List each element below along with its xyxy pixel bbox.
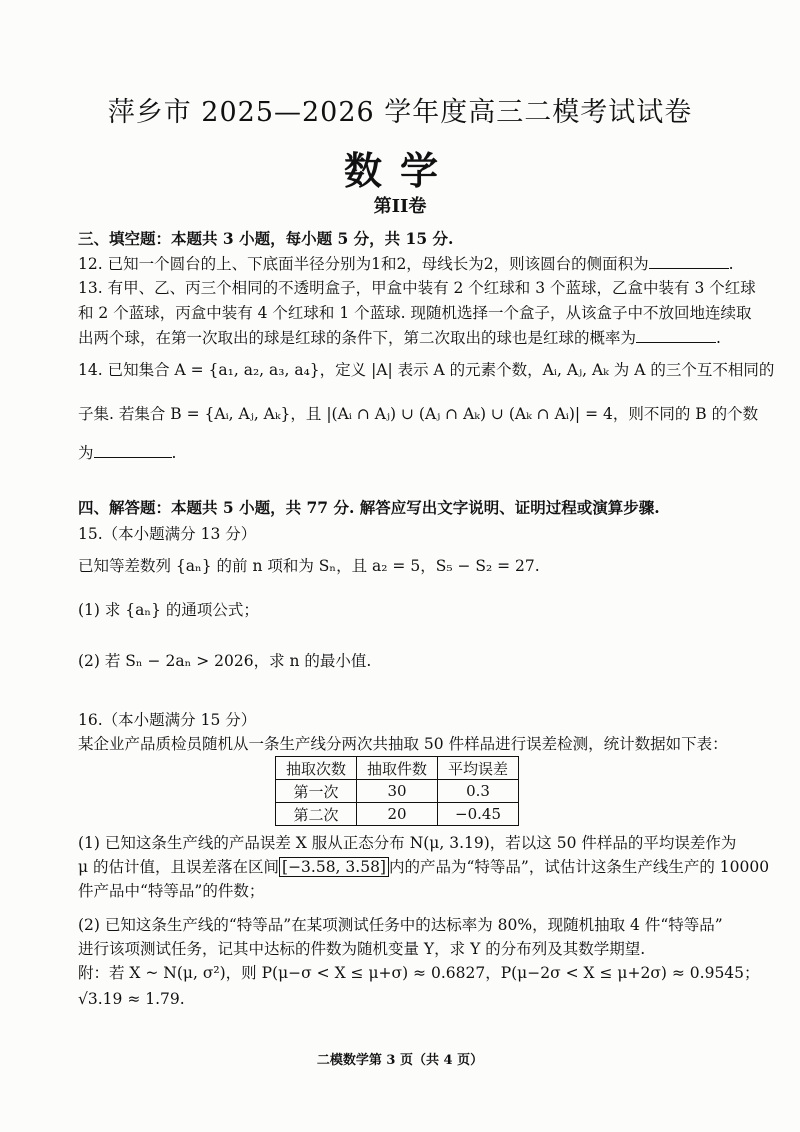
question-16-part1-line3: 件产品中“特等品”的件数； — [78, 882, 265, 900]
table-row — [276, 803, 519, 826]
question-16-part1-text-a: μ 的估计值，且误差落在区间 — [78, 858, 280, 876]
question-16-part1-line2 — [78, 857, 770, 877]
answer-blank — [649, 254, 729, 269]
question-13-line1: 13. 有甲、乙、丙三个相同的不透明盒子，甲盒中装有 2 个红球和 3 个蓝球，乙盒中装有 3 个红球 — [78, 279, 756, 297]
question-15-part2: (2) 若 Sₙ − 2aₙ > 2026，求 n 的最小值. — [78, 652, 372, 670]
table-header-row — [276, 757, 519, 780]
question-13-text: 出两个球，在第一次取出的球是红球的条件下，第二次取出的球也是红球的概率为 — [78, 329, 637, 347]
question-12-text: 12. 已知一个圆台的上、下底面半径分别为1和2，母线长为2，则该圆台的侧面积为 — [78, 255, 649, 273]
table-cell: −0.45 — [438, 803, 519, 826]
table-cell: 第二次 — [276, 803, 357, 826]
question-14-line3: 为 . — [78, 444, 177, 462]
table-cell: 20 — [357, 803, 438, 826]
table-header: 平均误差 — [438, 757, 519, 780]
question-14-line1: 14. 已知集合 A = {a₁, a₂, a₃, a₄}，定义 |A| 表示 A 的元素个数，Aᵢ, Aⱼ, Aₖ 为 A 的三个互不相同的 — [78, 361, 775, 379]
table-header: 抽取件数 — [357, 757, 438, 780]
section3-heading: 三、填空题：本题共 3 小题，每小题 5 分，共 15 分. — [78, 229, 454, 248]
question-13-line2: 和 2 个蓝球，丙盒中装有 4 个红球和 1 个蓝球. 现随机选择一个盒子，从该盒子中不放回地连续取 — [78, 304, 752, 322]
question-16-stem: 某企业产品质检员随机从一条生产线分两次共抽取 50 件样品进行误差检测，统计数据如下表： — [78, 735, 728, 753]
question-16-part2-line1: (2) 已知这条生产线的“特等品”在某项测试任务中的达标率为 80%，现随机抽取 4 件“特等品” — [78, 916, 723, 934]
answer-blank — [636, 328, 716, 343]
question-15-heading: 15.（本小题满分 13 分） — [78, 525, 257, 543]
answer-blank — [94, 443, 172, 458]
table-header: 抽取次数 — [276, 757, 357, 780]
subject-title: 数学 — [343, 148, 456, 193]
question-16-note-line1: 附：若 X ~ N(μ, σ²)，则 P(μ−σ < X ≤ μ+σ) ≈ 0.6827，P(μ−2σ < X ≤ μ+2σ) ≈ 0.9545； — [78, 964, 760, 982]
question-16-note-line2: √3.19 ≈ 1.79. — [78, 990, 185, 1008]
question-14-line2: 子集. 若集合 B = {Aᵢ, Aⱼ, Aₖ}，且 |(Aᵢ ∩ Aⱼ) ∪ (Aⱼ ∩ Aₖ) ∪ (Aₖ ∩ Aᵢ)| = 4，则不同的 B 的个数 — [78, 405, 759, 423]
question-16-part2-line2: 进行该项测试任务，记其中达标的件数为随机变量 Y，求 Y 的分布列及其数学期望. — [78, 940, 646, 958]
table-cell: 30 — [357, 780, 438, 803]
sample-table — [275, 756, 519, 826]
question-14-text: 为 — [78, 444, 94, 462]
section4-heading: 四、解答题：本题共 5 小题，共 77 分. 解答应写出文字说明、证明过程或演算步骤. — [78, 498, 660, 517]
volume-label: 第II卷 — [373, 196, 427, 217]
table-cell: 0.3 — [438, 780, 519, 803]
table-row — [276, 780, 519, 803]
page-footer: 二模数学第 3 页（共 4 页） — [316, 1053, 484, 1068]
question-15-part1: (1) 求 {aₙ} 的通项公式； — [78, 601, 259, 619]
question-13-line3: 出两个球，在第一次取出的球是红球的条件下，第二次取出的球也是红球的概率为 . — [78, 329, 721, 347]
question-16-part1-text-b: 内的产品为“特等品”，试估计这条生产线生产的 10000 — [388, 858, 770, 876]
exam-title: 萍乡市 2025—2026 学年度高三二模考试试卷 — [107, 97, 693, 128]
question-16-heading: 16.（本小题满分 15 分） — [78, 711, 257, 729]
question-16-part1-line1: (1) 已知这条生产线的产品误差 X 服从正态分布 N(μ, 3.19)，若以这 50 件样品的平均误差作为 — [78, 834, 737, 852]
interval-box: [−3.58, 3.58] — [279, 857, 389, 877]
question-15-stem: 已知等差数列 {aₙ} 的前 n 项和为 Sₙ，且 a₂ = 5，S₅ − S₂ = 27. — [78, 557, 540, 575]
table-cell: 第一次 — [276, 780, 357, 803]
question-12: 12. 已知一个圆台的上、下底面半径分别为1和2，母线长为2，则该圆台的侧面积为 . — [78, 255, 734, 273]
